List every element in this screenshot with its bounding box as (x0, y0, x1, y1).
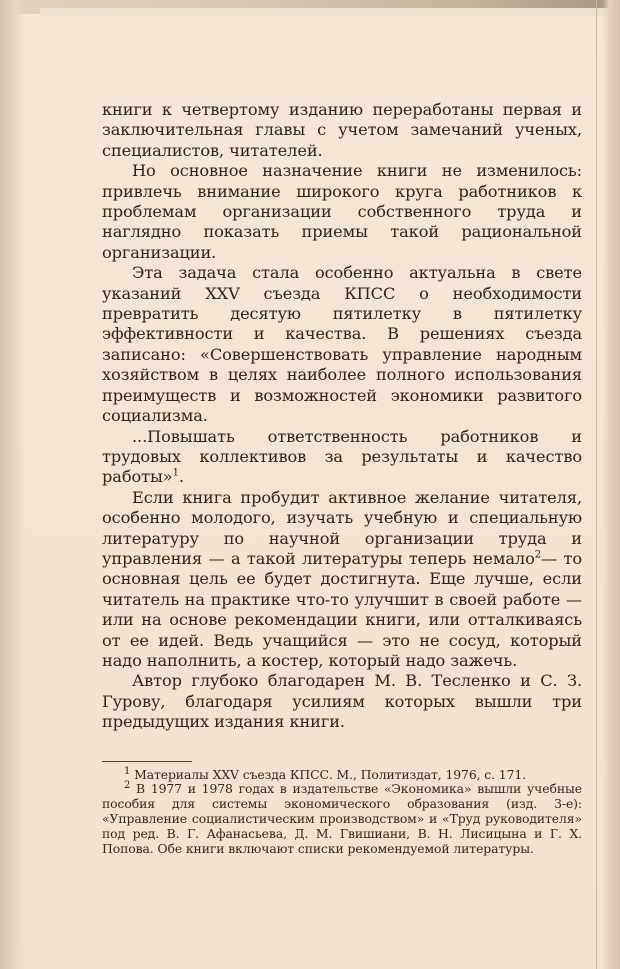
paragraph-4-quote: ...Повышать ответственность работников и трудовых коллективов за результаты и качество работы»$^1$. (102, 426, 582, 487)
paragraph-6: Автор глубоко благодарен М. В. Тесленко и С. З. Гурову, благодаря усилиям которых вышли три предыдущих издания книги. (102, 671, 582, 732)
paragraph-4-text: ...Повышать ответственность работников и трудовых коллективов за результаты и качество работы» (102, 426, 582, 487)
footnotes (102, 765, 582, 857)
footnote-2-mark: 2 (124, 780, 131, 792)
paragraph-5-text-a: Если книга пробудит активное желание читателя, особенно молодого, изучать учебную и специальную литературу по научной организации труда и управления — а такой литературы теперь немало (102, 487, 582, 568)
footnote-mark-2: 2 (534, 549, 541, 561)
paragraph-5-text-b: — то основная цель ее будет достигнута. Еще лучше, если читатель на практике что-то улучшит в своей работе — или на основе рекомендации книги, или отталкиваясь от ее идей. Ведь учащийся — это не сосуд, который надо наполнить, а костер, который надо зажечь. (102, 548, 582, 670)
paragraph-5 (102, 488, 582, 672)
paragraph-3: Эта задача стала особенно актуальна в свете указаний XXV съезда КПСС о необходимости превратить десятую пятилетку в пятилетку эффективности и качества. В решениях съезда записано: «Совершенствовать управление народным хозяйством в целях наиболее полного использования преимуществ и возможностей экономики развитого социализма. (102, 263, 582, 426)
page-top-edge (0, 0, 620, 14)
page-right-crease (596, 0, 597, 969)
footnote-divider (102, 761, 192, 762)
paragraph-1: книги к четвертому изданию переработаны первая и заключительная главы с учетом замечаний ученых, специалистов, читателей. (102, 100, 582, 160)
page-body-text (102, 100, 582, 856)
footnote-1-text: Материалы XXV съезда КПСС. М., Политиздат, 1976, с. 171. (134, 766, 526, 782)
footnote-2 (102, 782, 582, 856)
footnote-mark-1: 1 (172, 467, 179, 479)
page-right-edge (602, 0, 620, 969)
page-top-edge-inner (40, 8, 620, 16)
page-left-shadow (0, 0, 26, 969)
paragraph-2: Но основное назначение книги не изменилось: привлечь внимание широкого круга работников к проблемам организации собственного труда и наглядно показать приемы такой рациональной организации. (102, 161, 582, 262)
footnote-2-text: В 1977 и 1978 годах в издательстве «Экономика» вышли учебные пособия для системы экономического образования (изд. 3-е): «Управление социалистическим производством» и «Труд руководителя» под ред. В. Г. Афанасьева, Д. М. Гвишиани, В. Н. Лисицына и Г. Х. Попова. Обе книги включают списки рекомендуемой литературы. (102, 781, 582, 856)
footnote-1-mark: 1 (124, 765, 131, 777)
